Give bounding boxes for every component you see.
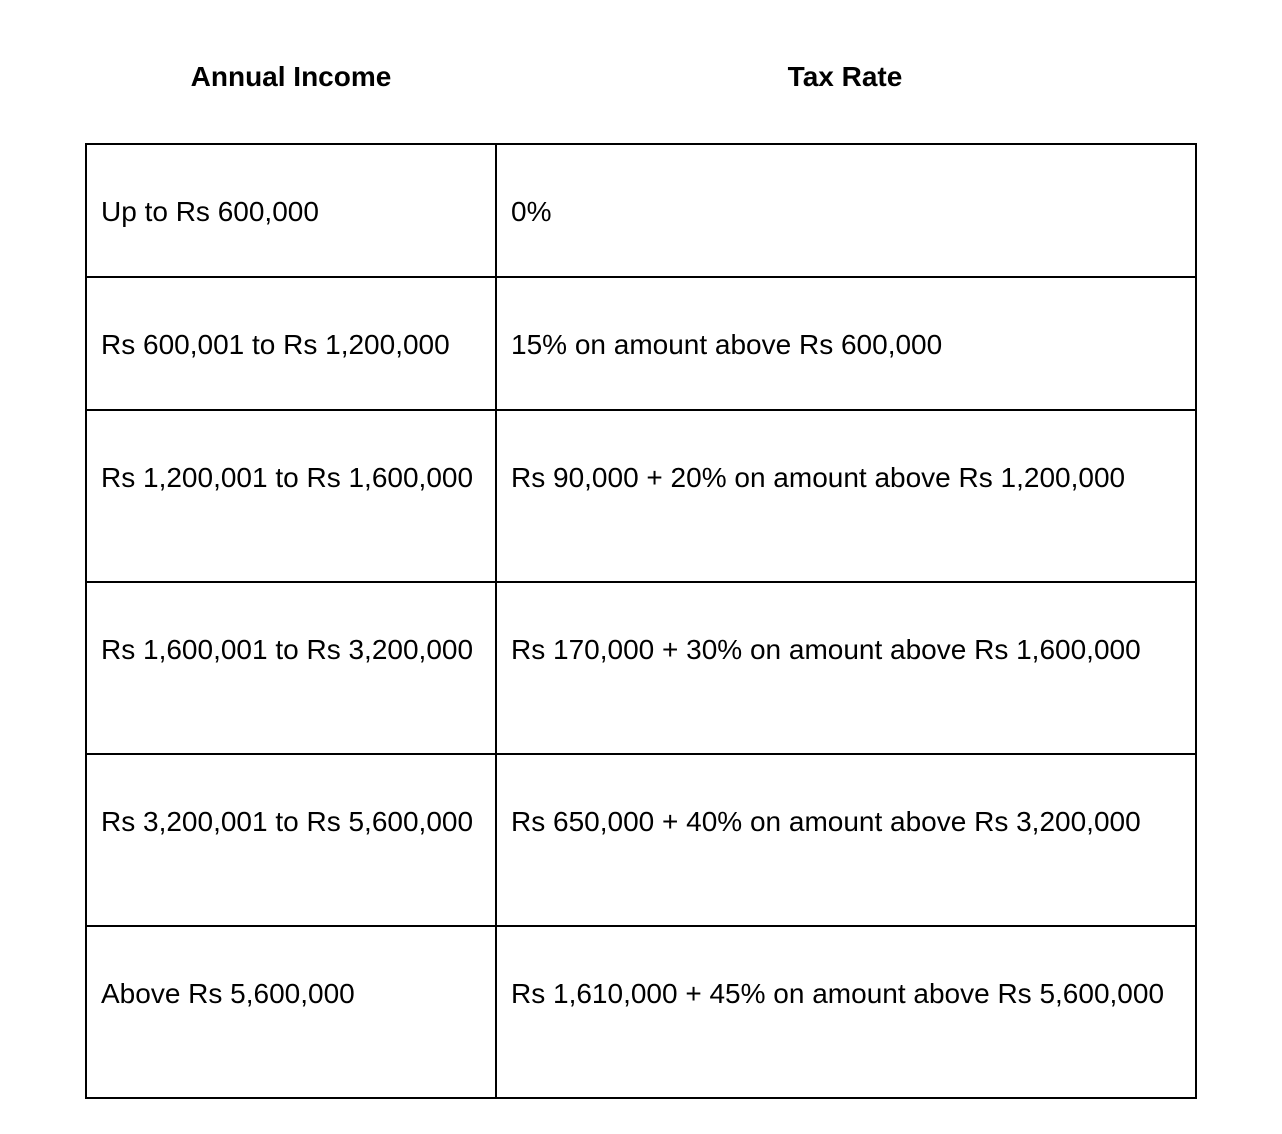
table-row — [86, 144, 1196, 277]
income-cell: Rs 1,200,001 to Rs 1,600,000 — [86, 410, 496, 582]
income-cell: Rs 3,200,001 to Rs 5,600,000 — [86, 754, 496, 926]
income-cell: Rs 1,600,001 to Rs 3,200,000 — [86, 582, 496, 754]
tax-cell: 0% — [496, 144, 1196, 277]
income-cell: Rs 600,001 to Rs 1,200,000 — [86, 277, 496, 410]
table-row — [86, 582, 1196, 754]
table-row — [86, 754, 1196, 926]
income-cell: Above Rs 5,600,000 — [86, 926, 496, 1098]
tax-cell: Rs 1,610,000 + 45% on amount above Rs 5,600,000 — [496, 926, 1196, 1098]
table-row — [86, 277, 1196, 410]
table-row — [86, 410, 1196, 582]
annual-income-header: Annual Income — [190, 61, 392, 92]
tax-table — [85, 143, 1197, 1099]
tax-cell: 15% on amount above Rs 600,000 — [496, 277, 1196, 410]
table-row — [86, 926, 1196, 1098]
tax-cell: Rs 170,000 + 30% on amount above Rs 1,600,000 — [496, 582, 1196, 754]
tax-rate-header: Tax Rate — [787, 61, 903, 92]
tax-cell: Rs 90,000 + 20% on amount above Rs 1,200,000 — [496, 410, 1196, 582]
tax-cell: Rs 650,000 + 40% on amount above Rs 3,200,000 — [496, 754, 1196, 926]
income-cell: Up to Rs 600,000 — [86, 144, 496, 277]
